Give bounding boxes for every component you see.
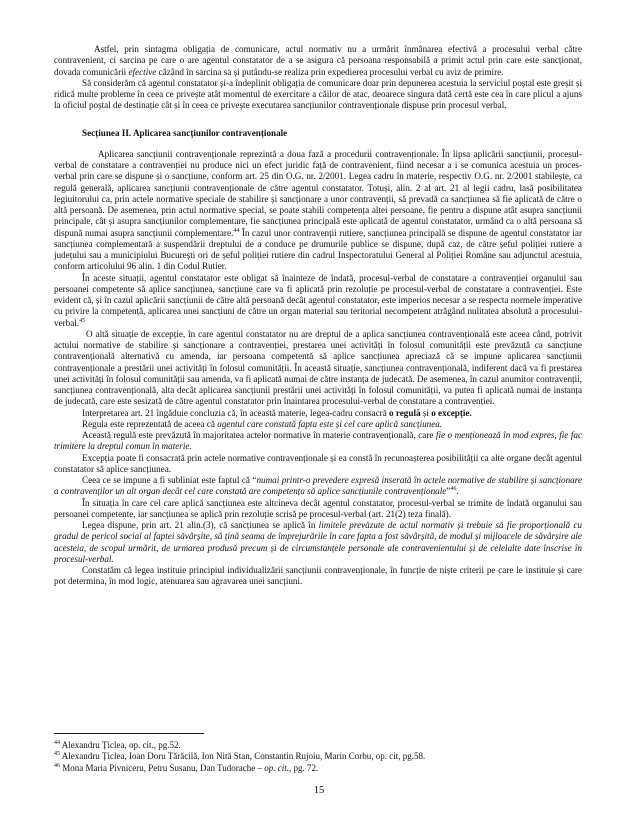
footnote [54, 763, 582, 774]
emphasis-text: efective [128, 66, 157, 77]
paragraph-text: Interpretarea art. 21 îngăduie concluzia că, în această materie, legea-cadru consacră [82, 407, 390, 418]
paragraph [54, 44, 582, 78]
page-number: 15 [313, 785, 325, 796]
paragraph-text: ” [446, 486, 451, 497]
footnote-number: 46 [54, 762, 60, 769]
page-body [54, 44, 582, 588]
paragraph-text: . [456, 486, 459, 497]
paragraph-text: Astfel, prin sintagma obligația de comunicare, actul normativ nu a urmărit înmânarea efectivă a procesului verbal către contravenient, ci sarcina pe care o are agentul constatator de a se asigura că persoana responsabilă a primit actul prin care este sancționat, dovada comunicării [54, 44, 582, 77]
paragraph [54, 565, 582, 588]
paragraph [54, 329, 582, 408]
footnotes [54, 733, 582, 774]
footnote-text: Alexandru Țiclea, op. cit., pg.52. [60, 740, 181, 750]
paragraph-text: și [420, 407, 432, 418]
emphasis-text: fie o menționează în mod expres, fie fac trimitere la dreptul comun în materie. [54, 430, 582, 452]
section-heading: Secțiunea II. Aplicarea sancțiunilor contravenționale [82, 127, 288, 138]
paragraph-text: Să considerăm că agentul constatator și-a îndeplinit obligația de comunicare doar prin depunerea acestuia la serviciul poștal este greșit și ridică multe probleme în ceea ce privește atât momentul de exercitare a căilor de atac, deoarece singura dată certă este cea în care plicul a ajuns la oficiul poștal de destinație cât și în ceea ce privește executarea sancțiunilor contravenționale dispuse prin procesul verbal. [54, 77, 582, 111]
paragraph [54, 149, 582, 273]
paragraph [54, 430, 582, 453]
paragraph [54, 408, 582, 419]
paragraph [54, 78, 582, 112]
paragraph [54, 475, 582, 498]
footnote-number: 45 [54, 751, 60, 758]
footnote-ref: 46 [450, 486, 457, 493]
paragraph-text: căzând în sarcina sa și putându-se realiza prin expedierea procesului verbal cu aviz de primire. [156, 66, 504, 77]
paragraph-text: În aceste situații, agentul constatator este obligat să înainteze de îndată, procesul-verbal de constatare a contravenției organului sau persoanei competente să aplice sancțiunea, sancțiune care va fi aplicată prin rezoluție pe procesul-verbal de constatare a contravenției. Este evident că, și în cazul aplicării sancțiunii de către altă persoană decât agentul constatator, este imperios necesar a se respecta normele imperative cu privire la competență, aplicarea unei sancțiuni de către un organ material sau teritorial necompetent atrăgând nulitatea absolută a procesului-verbal. [54, 272, 582, 328]
footnote-ref: 45 [79, 317, 86, 324]
footnote-divider [54, 733, 204, 734]
paragraph-text: Aplicarea sancțiunii contravenționale reprezintă a doua fază a procedurii contravenționale. În lipsa aplicării sancțiunii, procesul-verbal de constatare a contravenției nu produce nici un efect juridic față de contravenient, fiind necesar a i se comunica acestuia un proces-verbal prin care se dispune și o sancțiune, conform art. 25 din O.G. nr. 2/2001. Legea cadru în materie, respectiv O.G. nr. 2/2001 stabilește, ca regulă generală, aplicarea sancțiunii contravenționale de către agentul constatator. Totuși, alin. 2 al art. 21 al legii cadru, lasă posibilitatea legiuitorului ca, prin actele normative speciale de stabilire și sancționare a unor contravenții, să prevadă ca sancțiunea să fie aplicată de către o altă persoană. De asemenea, prin actul normative special, se poate stabili competența altei persoane, fie pentru a dispune atât asupra sancțiunii principale, cât și asupra sancțiunilor complementare, fie sancțiunea principală este aplicată de agentul constatator, urmând ca o altă persoana să dispună numai asupra sancțiunii complementare. [54, 148, 582, 238]
paragraph [54, 453, 582, 476]
paragraph-text: Regula este reprezentată de aceea că [82, 418, 218, 429]
footnote [54, 740, 582, 751]
bold-text: o excepție. [431, 407, 472, 418]
footnote-ref: 44 [233, 227, 240, 234]
footnote-emphasis: op. cit. [264, 762, 289, 773]
paragraph [54, 498, 582, 521]
footnote-text: Alexandru Țiclea, Ioan Doru Tărăcilă, Ion Nită Stan, Constantin Rujoiu, Marin Corbu, op. cit, pg.58. [60, 751, 426, 762]
paragraph [54, 273, 582, 329]
footnote-number: 44 [54, 740, 60, 746]
paragraph [54, 419, 582, 430]
paragraph-text: Această regulă este prevăzută în majoritatea actelor normative în materie contravențională, care [82, 430, 436, 440]
paragraph-text: În cazul unor contravenții rutiere, sancțiunea principală se dispune de agentul constatator iar sancțiunea complementară a suspendării dreptului de a conduce pe drumurile publice se dispune, după caz, de către șeful poliției rutiere a județului sau a municipiului București ori de șeful poliției rutiere din cadrul Inspectoratului General al Poliției Române sau adjunctul acestuia, conform articolului 96 alin. 1 din Codul Rutier. [54, 227, 582, 272]
paragraph-text: Excepția poate fi consacrată prin actele normative contravenționale și ea constă în recunoașterea posibilității ca alte organe decât agentul constatator să aplice sancțiunea. [54, 452, 582, 474]
footnote-text: , pg. 72. [288, 762, 319, 773]
paragraph-text: Legea dispune, prin art. 21 alin.(3), că sancțiunea se aplică în [82, 520, 319, 530]
emphasis-text: agentul care constată fapta este și cel care aplică sancțiunea. [217, 418, 443, 429]
paragraph-text: O altă situație de excepție, în care agentul constatator nu are dreptul de a aplica sancțiunea contravențională este aceea când, potrivit actului normative de stabilire și sancționare a contravenției, prestarea unei activități în folosul comunității este prevăzută ca sancțiune contravențională alternativă cu amenda, iar persoana competentă să aplice sancțiunea apreciază că se impune aplicarea sancțiunii contravenționale a prestării unei activități în folosul comunității. În această situație, sancțiunea contravențională, indiferent dacă va fi prestarea unei activități în folosul comunității sau amenda, va fi aplicată numai de către instanța de judecată. De asemenea, în cazul anumitor contravenții, sancțiunea contravențională, alta decât aplicarea sancțiunii prestării unei activități în folosul comunității, va putea fi aplicată numai de instanța de judecată, care este sesizată de către agentul constatator prin înaintarea procesului-verbal de constatare a contravenției. [54, 328, 582, 407]
paragraph-text: Constatăm că legea instituie principiul individualizării sancțiunii contravenționale, în funcție de niște criterii pe care le instituie și care pot determina, în mod logic, atenuarea sau agravarea unei sancțiuni. [54, 565, 582, 587]
emphasis-text: numai printr-o prevedere expresă inserată în actele normative de stabilire și sancționare a contravenților un alt organ decât cel care constată are competența să aplice sancțiunile contravenționale [54, 475, 583, 497]
paragraph [54, 520, 582, 565]
paragraph-text: Ceea ce se impune a fi subliniat este faptul că “ [82, 475, 257, 485]
emphasis-text: limitele prevăzute de actul normativ și trebuie să fie proporțională cu gradul de pericol social al faptei săvârșite, să țină seama de împrejurările în care fapta a fost săvârșită, de modul și mijloacele de săvârșire ale acesteia, de scopul urmărit, de urmarea produsă precum și de circumstanțele personale ale contravenientului și de celelalte date înscrise în procesul-verbal. [54, 520, 582, 564]
paragraph-text: În situația în care cel care aplică sancțiunea este altcineva decât agentul constatator, procesul-verbal se trimite de îndată organului sau persoanei competente, iar sancțiunea se aplică prin rezoluție scrisă pe procesul-verbal (art. 21(2) teza finală). [54, 497, 582, 519]
footnote [54, 751, 582, 762]
bold-text: o regulă [389, 407, 421, 418]
footnote-text: Mona Maria Pivniceru, Petru Susanu, Dan Tudorache – [60, 762, 265, 773]
